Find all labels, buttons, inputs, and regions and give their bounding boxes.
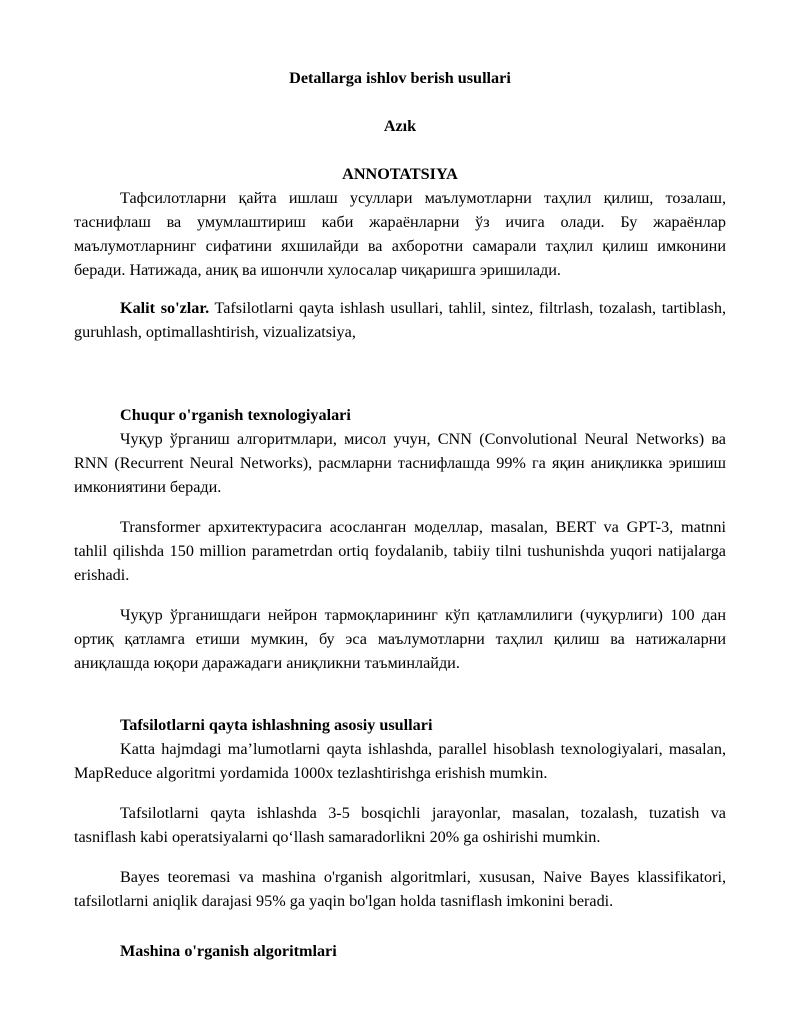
section-paragraph: Чуқур ўрганишдаги нейрон тармоқларининг кўп қатламлилиги (чуқурлиги) 100 дан ортиқ қатламга етиши мумкин, бу эса маълумотларни таҳлил қилиш ва натижаларни аниқлашда юқори даражадаги аниқликни таъминлайди. xyxy=(74,606,726,672)
section-heading: Mashina o'rganish algoritmlari xyxy=(120,942,337,960)
document-page xyxy=(74,66,726,963)
section-heading: Chuqur o'rganish texnologiyalari xyxy=(120,406,351,424)
keywords-paragraph xyxy=(74,296,726,344)
section-paragraph: Bayes teoremasi va mashina o'rganish algoritmlari, xususan, Naive Bayes klassifikatori, tafsilotlarni aniqlik darajasi 95% ga yaqin bo'lgan holda tasniflash imkonini beradi. xyxy=(74,868,726,910)
section-paragraph: Katta hajmdagi ma’lumotlarni qayta ishlashda, parallel hisoblash texnologiyalari, masalan, MapReduce algoritmi yordamida 1000x tezlashtirishga erishish mumkin. xyxy=(74,740,726,782)
keywords-text: Tafsilotlarni qayta ishlash usullari, tahlil, sintez, filtrlash, tozalash, tartiblash, guruhlash, optimallashtirish, vizualizatsiya, xyxy=(74,299,726,341)
section-paragraph: Transformer архитектурасига асосланган моделлар, masalan, BERT va GPT-3, matnni tahlil qilishda 150 million parametrdan ortiq foydalanib, tabiiy tilni tushunishda yuqori natijalarga erishadi. xyxy=(74,518,726,584)
section-heading: Tafsilotlarni qayta ishlashning asosiy usullari xyxy=(120,716,433,734)
annotation-text: Тафсилотларни қайта ишлаш усуллари маълумотларни таҳлил қилиш, тозалаш, таснифлаш ва умумлаштириш каби жараёнларни ўз ичига олади. Бу жараёнлар маълумотларнинг сифатини яхшилайди ва ахборотни самарали таҳлил қилиш имконини беради. Натижада, аниқ ва ишончли хулосалар чиқаришга эришилади. xyxy=(74,189,726,279)
section-paragraph: Чуқур ўрганиш алгоритмлари, мисол учун, CNN (Convolutional Neural Networks) ва RNN (Recurrent Neural Networks), расмларни таснифлашда 99% га яқин аниқликка эришиш имкониятини беради. xyxy=(74,430,726,496)
keywords-label: Kalit so'zlar. xyxy=(120,299,210,317)
section-paragraph: Tafsilotlarni qayta ishlashda 3-5 bosqichli jarayonlar, masalan, tozalash, tuzatish va tasniflash kabi operatsiyalarni qo‘llash samaradorlikni 20% ga oshirishi mumkin. xyxy=(74,804,726,846)
annotation-heading: ANNOTATSIYA xyxy=(342,165,458,183)
document-author: Azık xyxy=(383,117,417,135)
document-title: Detallarga ishlov berish usullari xyxy=(289,69,511,87)
